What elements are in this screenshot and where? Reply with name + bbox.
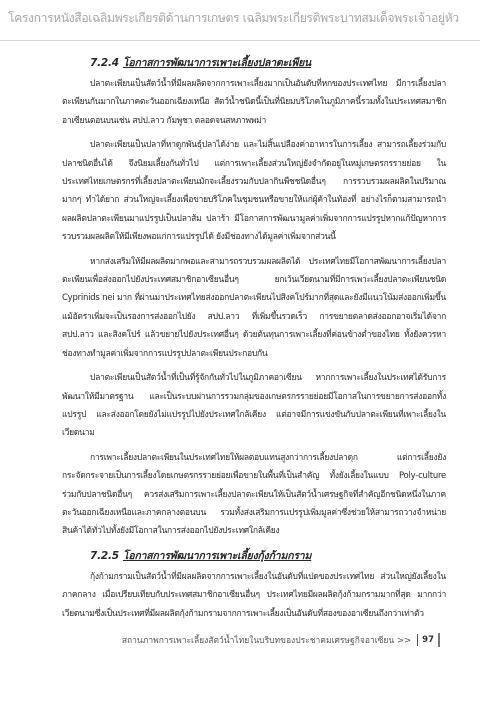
section-heading (90, 547, 446, 564)
section-number: 7.2.5 (90, 549, 119, 562)
section-number: 7.2.4 (90, 57, 119, 69)
page-footer (122, 633, 440, 647)
page-content (62, 54, 446, 629)
body-paragraph: ปลาตะเพียนเป็นปลาที่หาดูกพันธุ์ปลาได้ง่าย และไม่สิ้นเปลืองค่าอาหารในการเลี้ยง สามารถเลี้ยงร่วมกับปลาชนิดอื่นได้ จึงนิยมเลี้ยงกันทั่วไป แต่การเพาะเลี้ยงส่วนใหญ่ยังจำกัดอยู่ในหมู่เกษตรกรรายย่อย ในประเทศไทยเกษตรกรที่เลี้ยงปลาตะเพียนมักจะเลี้ยงรวมกับปลากินพืชชนิดอื่นๆ การรวบรวมผลผลิตในปริมาณมากๆ ทำได้ยาก ส่วนใหญ่จะเลี้ยงเพื่อขายบริโภคในชุมชนหรือขายให้แก่ผู้ค้าในท้องที่ อย่างไรก็ตามสามารถนำผลผลิตปลาตะเพียนมาแปรรูปเป็นปลาส้ม ปลาร้า มีโอกาสการพัฒนามูลค่าเพิ่มจากการแปรรูปหากแก้ปัญหาการรวบรวมผลผลิตให้มีเพียงพอแก่การแปรรูปได้ ยังมีช่องทางได้มูลค่าเพิ่มจากส่วนนี้ (62, 140, 446, 243)
section-title: โอกาสการพัฒนาการเพาะเลี้ยงกุ้งก้ามกราม (122, 549, 312, 562)
section-7-2-4 (62, 54, 446, 541)
footer-bar (438, 633, 440, 647)
body-paragraph: ปลาตะเพียนเป็นสัตว์น้ำที่มีผลผลิตจากการเพาะเลี้ยงมากเป็นอันดับที่หกของประเทศไทย มีการเลี้ยงปลาตะเพียนกันมากในภาคตะวันออกเฉียงเหนือ สัตว์น้ำชนิดนี้เป็นที่นิยมบริโภคในภูมิภาคนี้รวมทั้งในประเทศสมาชิกอาเซียนตอนบนเช่น สปป.ลาว กัมพูชา ตลอดจนสหภาพพม่า (62, 79, 446, 126)
section-title: โอกาสการพัฒนาการเพาะเลี้ยงปลาตะเพียน (122, 57, 312, 69)
section-heading (90, 54, 446, 71)
running-header (0, 0, 480, 41)
body-paragraph: การเพาะเลี้ยงปลาตะเพียนในประเทศไทยให้ผลตอบแทนสูงกว่าการเลี้ยงปลาดุก แต่การเลี้ยงยังกระจัดกระจายเป็นการเลี้ยงโดยเกษตรกรรายย่อยเพื่อขายในพื้นที่เป็นสำคัญ ทั้งยังเลี้ยงในแบบ Poly-culture ร่วมกับปลาชนิดอื่นๆ ควรส่งเสริมการเพาะเลี้ยงปลาตะเพียนให้เป็นสัตว์น้ำเศรษฐกิจที่สำคัญอีกชนิดหนึ่งในภาคตะวันออกเฉียงเหนือและภาคกลางตอนบน รวมทั้งส่งเสริมการแปรรูปเพิ่มมูลค่าซึ่งช่วยให้สามารถวางจำหน่ายสินค้าได้ทั่วไปทั้งยังมีโอกาสในการส่งออกไปยังประเทศใกล้เคียง (62, 452, 446, 537)
header-title: โครงการหนังสือเฉลิมพระเกียรติด้านการเกษตร เฉลิมพระเกียรติพระบาทสมเด็จพระเจ้าอยู่หัว (8, 11, 459, 25)
body-paragraph: ปลาตะเพียนเป็นสัตว์น้ำที่เป็นที่รู้จักกันทั่วไปในภูมิภาคอาเซียน หากการเพาะเลี้ยงในประเทศได้รับการพัฒนาให้มีมาตรฐาน และเป็นระบบผ่านการรวมกลุ่มของเกษตรกรรายย่อยมีโอกาสในการขยายการส่งออกทั้งแปรรูป และส่งออกโดยยังไม่แปรรูปไปยังประเทศใกล้เคียง แต่อาจมีการแข่งขันกับปลาตะเพียนที่เพาะเลี้ยงในเวียดนาม (62, 373, 446, 439)
section-7-2-5 (62, 547, 446, 623)
page-number: 97 (422, 635, 434, 645)
footer-separator (417, 634, 418, 646)
body-paragraph: กุ้งก้ามกรามเป็นสัตว์น้ำที่มีผลผลิตจากการเพาะเลี้ยงในอันดับที่แปดของประเทศไทย ส่วนใหญ่ยังเลี้ยงในภาคกลาง เมื่อเปรียบเทียบกับประเทศสมาชิกอาเซียนอื่นๆ ประเทศไทยมีผลผลิตกุ้งก้ามกรามมากที่สุด มากกว่าเวียดนามซึ่งเป็นประเทศที่มีผลผลิตกุ้งก้ามกรามจากการเพาะเลี้ยงเป็นอันดับที่สองของอาเซียนถึงกว่าเท่าตัว (62, 571, 446, 619)
footer-text: สถานภาพการเพาะเลี้ยงสัตว์น้ำไทยในบริบทของประชาคมเศรษฐกิจอาเซียน >> (121, 636, 412, 646)
body-paragraph: หากส่งเสริมให้มีผลผลิตมากพอและสามารถรวบรวมผลผลิตได้ ประเทศไทยมีโอกาสพัฒนาการเลี้ยงปลาตะเพียนเพื่อส่งออกไปยังประเทศสมาชิกอาเซียนอื่นๆ ยกเว้นเวียดนามที่มีการเพาะเลี้ยงปลาตะเพียนชนิด Cyprinids nei มาก ที่ผ่านมาประเทศไทยส่งออกปลาตะเพียนไปสิงคโปร์มากที่สุดและยังมีแนวโน้มส่งออกเพิ่มขึ้น แม้อัตราเพิ่มจะเป็นรองการส่งออกไปยัง สปป.ลาว ที่เพิ่มขึ้นรวดเร็ว การขยายตลาดส่งออกอาจเริ่มได้จาก สปป.ลาว และสิงคโปร์ แล้วขยายไปยังประเทศอื่นๆ ด้วยต้นทุนการเพาะเลี้ยงที่ค่อนข้างต่ำของไทย ทั้งยังควรหาช่องทางทำมูลค่าเพิ่มจากการแปรรูปปลาตะเพียนประกอบกัน (62, 256, 446, 359)
